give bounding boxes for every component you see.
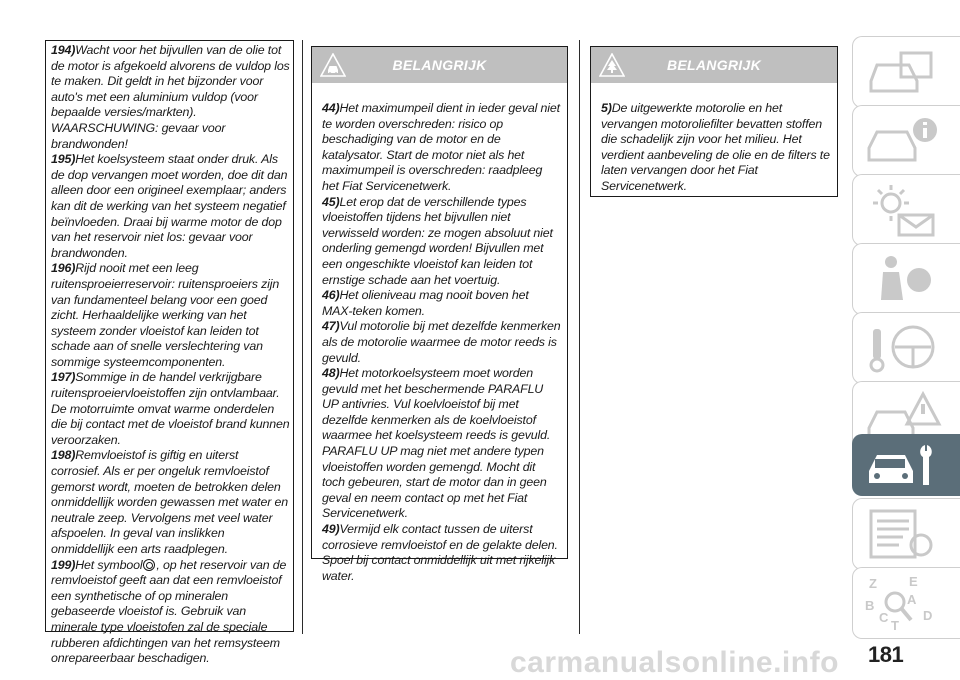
note-number: 197)	[51, 370, 76, 385]
note-text: Het olieniveau mag nooit boven het MAX-teken komen.	[322, 288, 529, 318]
note-item	[322, 319, 561, 366]
note-item	[322, 366, 561, 522]
note-text: Het maximumpeil dient in ieder geval niet te worden overschreden: risico op beschadiging van de motor en de katalysator. Start de motor niet als het maximumpeil is overschreden: raadpleeg het Fiat Servicenetwerk.	[322, 101, 560, 193]
note-item	[322, 522, 561, 584]
important-box-1	[311, 46, 568, 583]
brake-fluid-symbol-icon	[143, 559, 155, 571]
watermark: carmanualsonline.info	[510, 646, 839, 679]
note-number: 48)	[322, 366, 340, 381]
column-divider	[579, 40, 580, 634]
tab-technical-data[interactable]	[852, 498, 960, 570]
note-text: Het koelsysteem staat onder druk. Als de dop vervangen moet worden, doe dit dan alleen door een origineel exemplaar; anders kan dit de werking van het systeem negatief beïnvloeden. Draai bij warme motor de dop van het reservoir niet los: gevaar voor brandwonden.	[51, 152, 288, 260]
note-item	[322, 288, 561, 319]
note-number: 44)	[322, 101, 340, 115]
important-box-2	[590, 46, 838, 197]
svg-text:Z: Z	[869, 576, 877, 591]
car-warning-icon	[320, 53, 346, 77]
technical-data-icon	[863, 505, 943, 563]
airbag-seatbelt-icon	[863, 250, 943, 308]
important-title: BELANGRIJK	[666, 57, 761, 73]
note-text: Wacht voor het bijvullen van de olie tot de motor is afgekoeld alvorens de vuldop los te maken. Dit geldt in het bijzonder voor auto's met een aluminium vuldop (voor bepaalde versies/markten). WAARSCHUWING: gevaar voor brandwonden!	[51, 43, 290, 151]
note-number: 46)	[322, 288, 340, 303]
important-title: BELANGRIJK	[392, 57, 487, 73]
note-item	[601, 101, 831, 195]
note-text: , op het reservoir van de remvloeistof geeft aan dat een remvloeistof een synthetische of op mineralen gebaseerde vloeistof is. Gebruik van minerale type vloeistofen zal de speciale rubberen afdichtingen van het remsysteem onrepareerbaar beschadigen.	[51, 557, 287, 666]
notes-list	[591, 83, 837, 195]
car-dashboard-icon	[863, 43, 943, 101]
note-item	[51, 43, 290, 152]
note-number: 195)	[51, 152, 76, 167]
note-number: 45)	[322, 194, 340, 209]
note-text: Rijd nooit met een leeg ruitensproeierreservoir: ruitensproeiers zijn van fundamenteel belang voor een goed zicht. Herhaaldelijke werking van het systeem zonder vloeistof kan leiden tot schade aan of snelle verslechtering van sommige systeemcomponenten.	[51, 261, 280, 369]
note-item	[51, 370, 290, 448]
tab-car-wrench[interactable]	[852, 434, 960, 496]
environment-tree-icon	[599, 53, 625, 77]
important-header	[591, 47, 837, 83]
note-item	[51, 152, 290, 261]
svg-text:E: E	[909, 574, 918, 589]
page-number: 181	[868, 642, 904, 667]
note-number: 49)	[322, 522, 340, 537]
note-text: De uitgewerkte motorolie en het vervangen motoroliefilter bevatten stoffen die schadelijk zijn voor het milieu. Het verdient aanbeveling de olie en de filters te laten vervangen door het Fiat Servicenetwerk.	[601, 101, 830, 193]
lights-message-icon	[863, 181, 943, 239]
note-text: Vul motorolie bij met dezelfde kenmerken als de motorolie waarmee de motor reeds is gevuld.	[322, 319, 561, 365]
tab-alphabetical-index[interactable]	[852, 567, 960, 639]
note-number: 47)	[322, 319, 340, 334]
note-text: Let erop dat de verschillende types vloeistoffen tijdens het bijvullen niet verwisseld worden: ze mogen absoluut niet onderling gemengd worden! Bijvullen met een ongeschikte vloeistof kan leiden tot ernstige schade aan het voertuig.	[322, 194, 553, 287]
note-text: Het motorkoelsysteem moet worden gevuld met het beschermende PARAFLU UP antivries. Vul koelvloeistof bij met dezelfde kenmerken als de koelvloeistof waarmee het koelsysteem reeds is gevuld. PARAFLU UP mag niet met andere typen vloeistoffen worden gemengd. Mocht dit toch gebeuren, start de motor dan in geen geval en neem contact op met het Fiat Servicenetwerk.	[322, 366, 551, 521]
note-text: Remvloeistof is giftig en uiterst corrosief. Als er per ongeluk remvloeistof gemorst wordt, moeten de betrokken delen onmiddellijk worden gewassen met water en neutrale zeep. Vervolgens met veel water afspoelen. In geval van inslikken onmiddellijk een arts raadplegen.	[51, 448, 288, 556]
notes-column-1	[45, 40, 294, 666]
svg-text:D: D	[923, 608, 933, 623]
tab-car-dashboard[interactable]	[852, 36, 960, 108]
tab-steering-key[interactable]	[852, 312, 960, 384]
note-text: Sommige in de handel verkrijgbare ruitensproeiervloeistoffen zijn ontvlambaar. De motorruimte omvat warme onderdelen die bij contact met de vloeistof brand kunnen veroorzaken.	[51, 370, 290, 447]
note-number: 198)	[51, 448, 76, 463]
svg-text:C: C	[879, 610, 889, 625]
note-number: 5)	[601, 101, 612, 115]
note-text: Het symbool	[75, 557, 143, 572]
car-wrench-icon	[863, 441, 943, 491]
svg-text:T: T	[891, 618, 899, 632]
tab-car-info[interactable]	[852, 105, 960, 177]
note-text: Vermijd elk contact tussen de uiterst corrosieve remvloeistof en de gelakte delen. Spoel bij contact onmiddellijk uit met rijkelijk water.	[322, 522, 558, 583]
note-item	[322, 101, 561, 195]
notes-list	[312, 83, 567, 584]
car-info-icon	[863, 112, 943, 170]
svg-text:B: B	[865, 598, 875, 613]
alphabetical-index-icon	[863, 574, 943, 632]
note-item	[322, 195, 561, 289]
note-number: 194)	[51, 43, 76, 57]
column-divider	[302, 40, 303, 634]
notes-list	[51, 43, 290, 558]
tab-lights-message[interactable]	[852, 174, 960, 246]
svg-text:A: A	[907, 592, 917, 607]
note-199	[51, 558, 290, 667]
tab-airbag-seatbelt[interactable]	[852, 243, 960, 315]
note-item	[51, 448, 290, 557]
steering-wheel-key-icon	[863, 319, 943, 377]
note-number: 199)	[51, 557, 76, 572]
note-item	[51, 261, 290, 370]
note-number: 196)	[51, 261, 76, 276]
important-header	[312, 47, 567, 83]
